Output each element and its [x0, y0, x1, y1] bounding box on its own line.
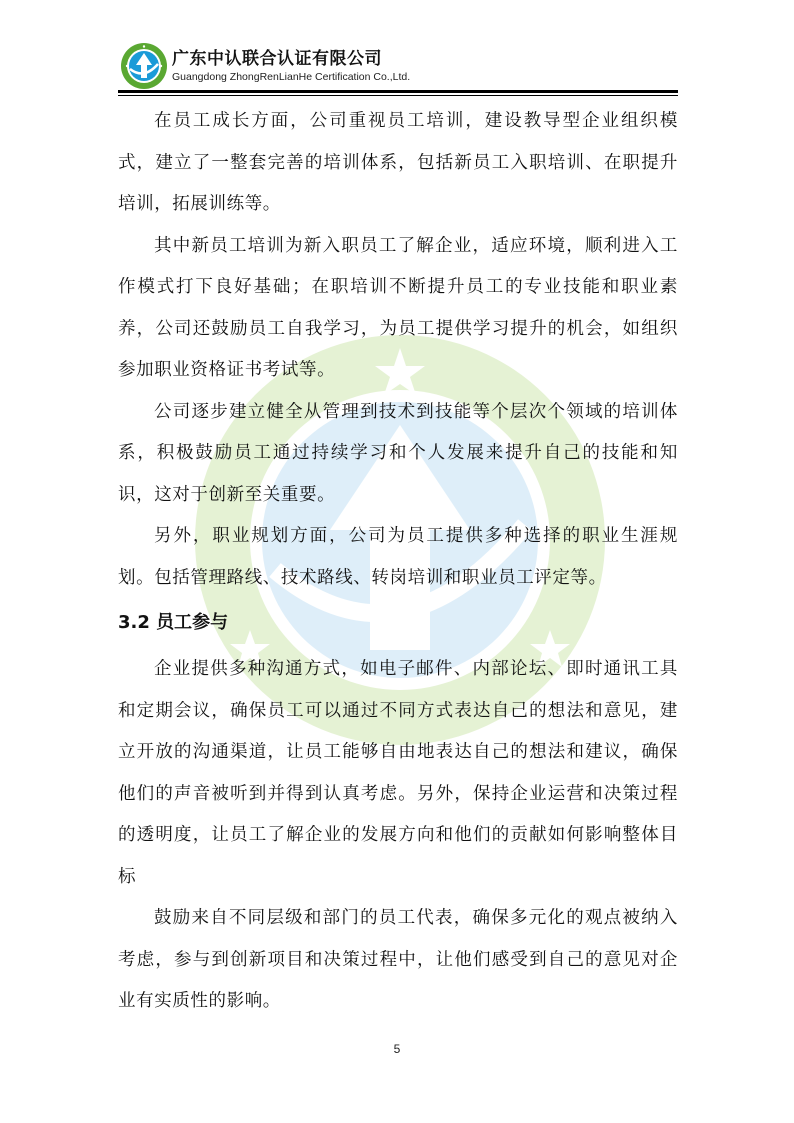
- paragraph: 在员工成长方面，公司重视员工培训，建设教导型企业组织模式，建立了一整套完善的培训体系，包括新员工入职培训、在职提升培训，拓展训练等。: [118, 111, 678, 214]
- company-name-en: Guangdong ZhongRenLianHe Certification Co.,Ltd.: [172, 71, 411, 83]
- paragraph: 其中新员工培训为新入职员工了解企业，适应环境，顺利进入工作模式打下良好基础；在职培训不断提升员工的专业技能和职业素养，公司还鼓励员工自我学习，为员工提供学习提升的机会，如组织参加职业资格证书考试等。: [118, 235, 678, 380]
- paragraph: 另外，职业规划方面，公司为员工提供多种选择的职业生涯规划。包括管理路线、技术路线、转岗培训和职业员工评定等。: [118, 526, 678, 588]
- header-divider-thin: [118, 95, 678, 96]
- header-divider-thick: [118, 90, 678, 93]
- document-body: [118, 101, 678, 1023]
- paragraph: 公司逐步建立健全从管理到技术到技能等个层次个领域的培训体系，积极鼓励员工通过持续学习和个人发展来提升自己的技能和知识，这对于创新至关重要。: [118, 401, 678, 505]
- page-header: [118, 40, 678, 96]
- section-heading: 3.2 员工参与: [118, 612, 229, 633]
- page-number: 5: [393, 1042, 401, 1056]
- paragraph: 鼓励来自不同层级和部门的员工代表，确保多元化的观点被纳入考虑，参与到创新项目和决策过程中，让他们感受到自己的意见对企业有实质性的影响。: [118, 908, 678, 1011]
- company-seal-logo-icon: [120, 42, 168, 90]
- company-name-cn: 广东中认联合认证有限公司: [172, 49, 382, 69]
- paragraph: 企业提供多种沟通方式，如电子邮件、内部论坛、即时通讯工具和定期会议，确保员工可以通过不同方式表达自己的想法和意见，建立开放的沟通渠道，让员工能够自由地表达自己的想法和建议，确保他们的声音被听到并得到认真考虑。另外，保持企业运营和决策过程的透明度，让员工了解企业的发展方向和他们的贡献如何影响整体目标: [118, 659, 678, 887]
